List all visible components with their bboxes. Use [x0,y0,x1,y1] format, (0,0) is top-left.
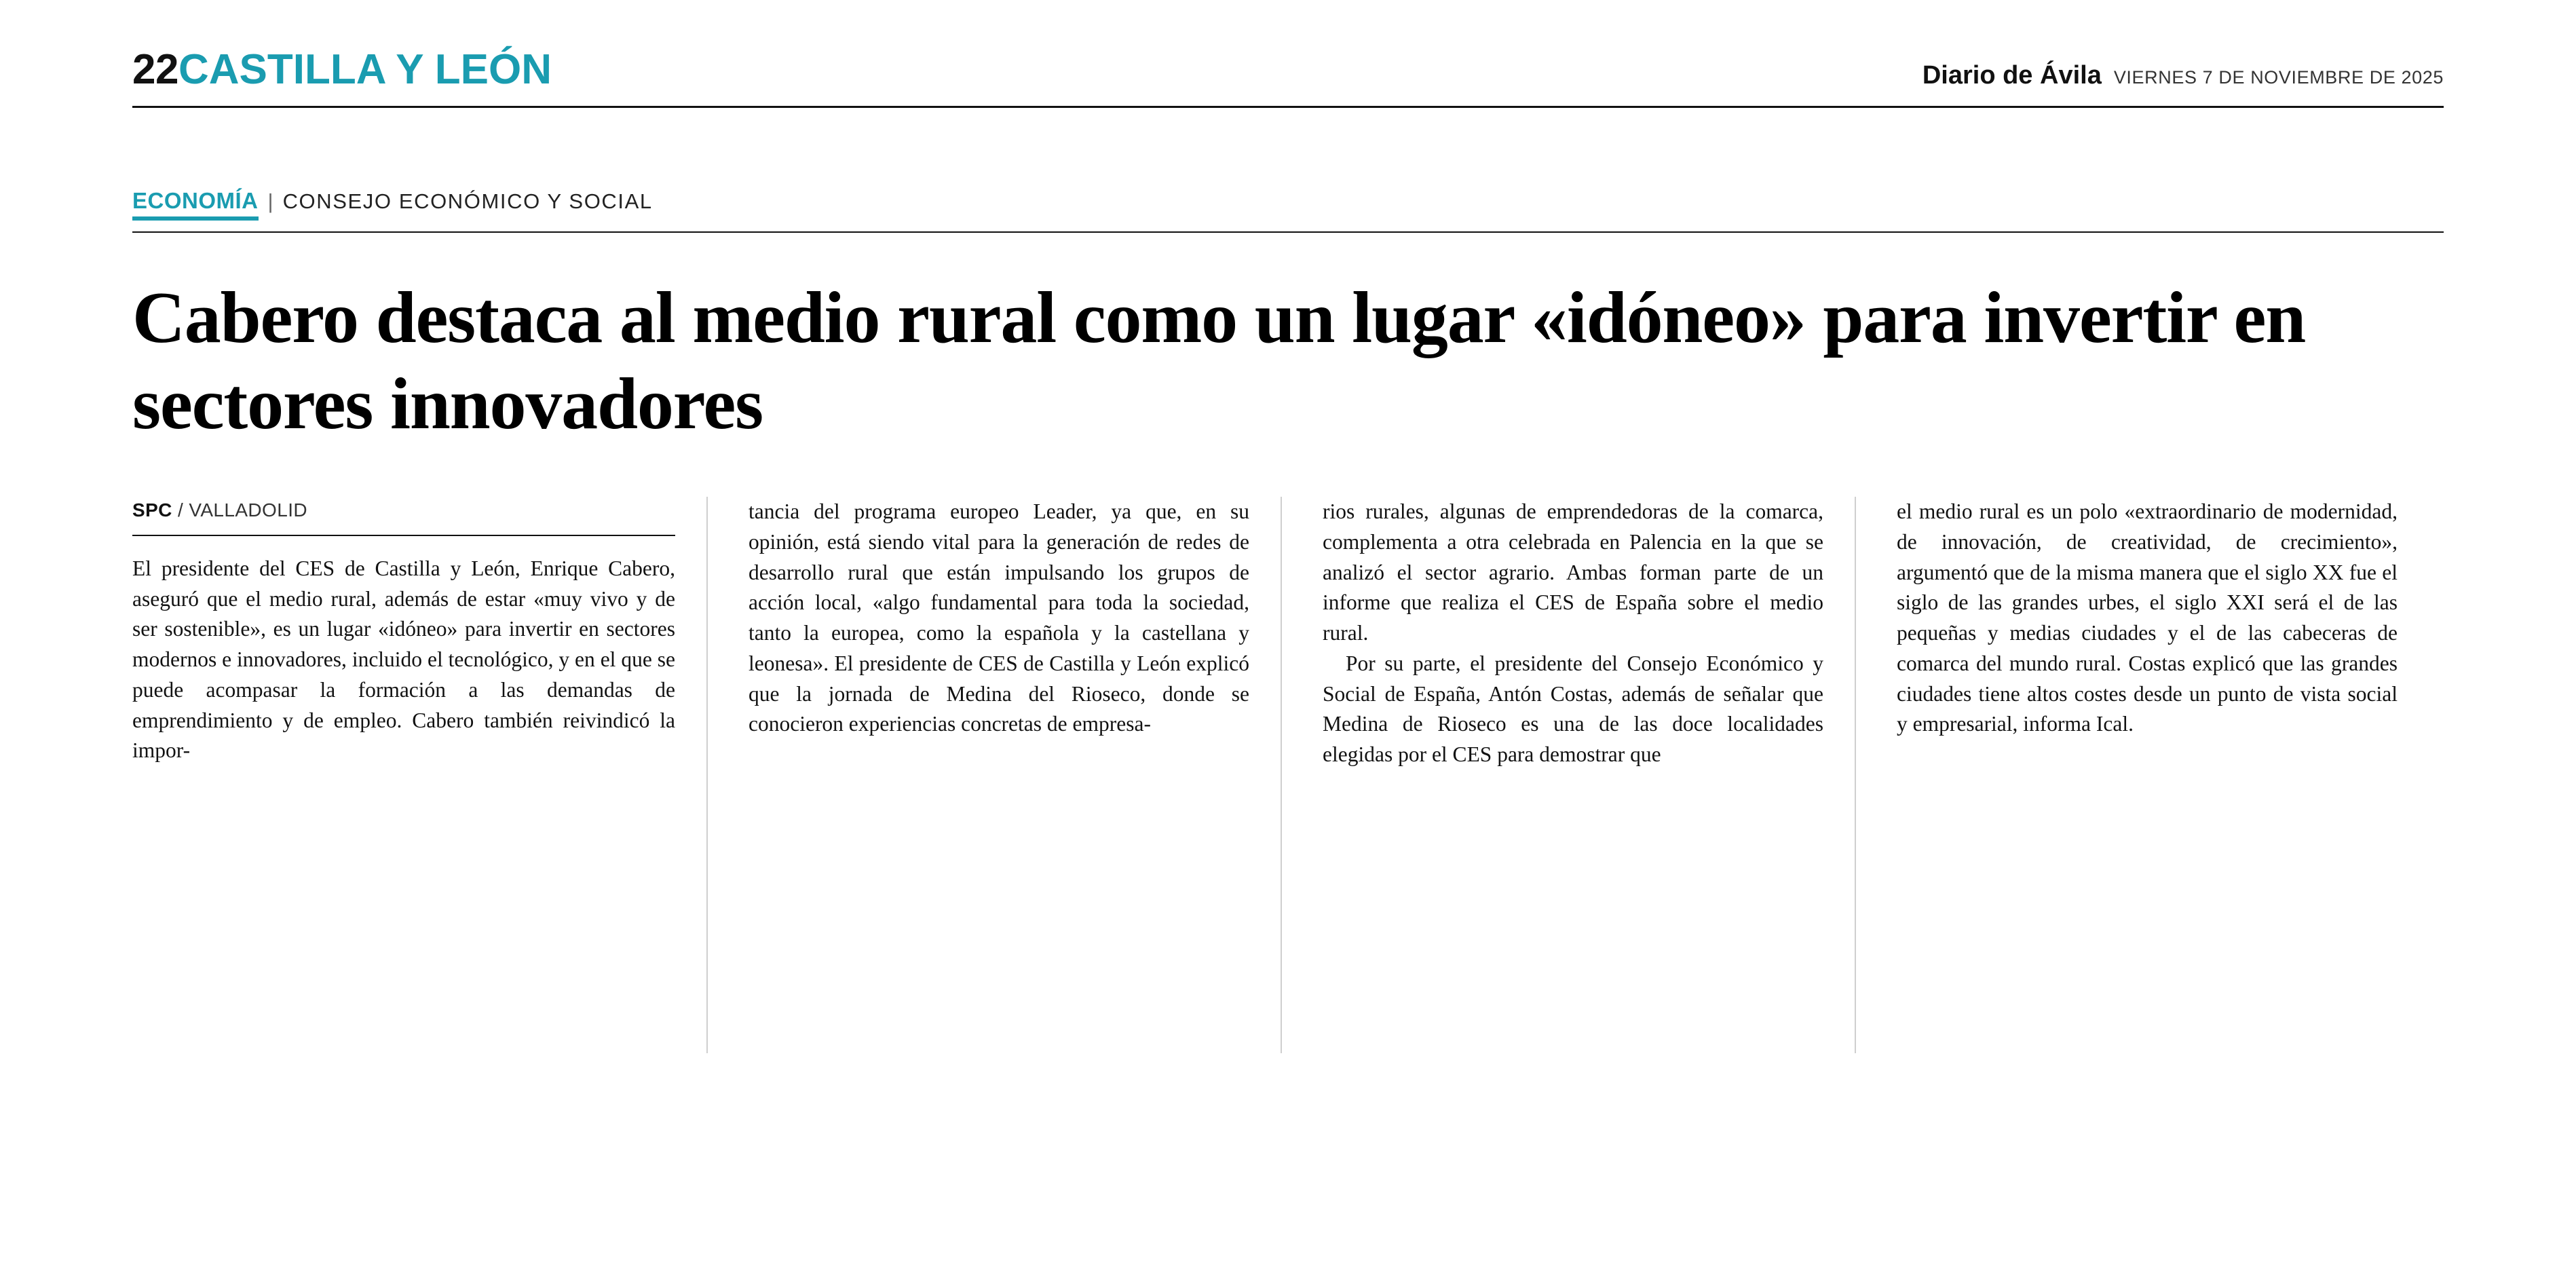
paragraph: el medio rural es un polo «extraordinario de modernidad, de innovación, de creatividad, de crecimiento», argumentó que de la misma manera que el siglo XX fue el siglo de las grandes urbes, el siglo XXI será el de las pequeñas y medias ciudades y el de las cabeceras de comarca del mundo rural. Costas explicó que las grandes ciudades tiene altos costes desde un punto de vista social y empresarial, informa Ical. [1897,499,2398,736]
byline-city: VALLADOLID [189,499,308,521]
kicker-subsection: CONSEJO ECONÓMICO Y SOCIAL [282,189,653,213]
article-column-1 [132,497,675,1053]
byline-separator: / [177,499,184,521]
page-number: 22 [132,46,178,93]
paragraph: El presidente del CES de Castilla y León, Enrique Cabero, aseguró que el medio rural, además de estar «muy vivo y de ser sostenible», es un lugar «idóneo» para invertir en sectores modernos e innovadores, incluido el tecnológico, y en el que se puede acompasar la formación a las demandas de emprendimiento y de empleo. Cabero también reivindicó la impor- [132,556,675,763]
section-name: CASTILLA Y LEÓN [178,46,552,93]
publication-date: VIERNES 7 DE NOVIEMBRE DE 2025 [2113,67,2444,88]
paper-name: Diario de Ávila [1922,61,2102,90]
article-column-4 [1855,497,2398,1053]
paragraph: rios rurales, algunas de emprendedoras de la comarca, complementa a otra celebrada en Palencia en la que se analizó el sector agrario. Ambas forman parte de un informe que realiza el CES de España sobre el medio rural. [1323,499,1823,645]
byline-agency: SPC [132,499,172,521]
article-body [132,497,2444,1053]
masthead [132,0,2444,91]
byline [132,497,675,524]
article-column-2 [706,497,1249,1053]
kicker-rule [132,231,2444,233]
article-column-3 [1281,497,1823,1053]
kicker-separator: | [267,189,273,213]
paragraph: tancia del programa europeo Leader, ya que, en su opinión, está siendo vital para la generación de redes de desarrollo rural que están impulsando los grupos de acción local, «algo fundamental para toda la sociedad, tanto la europea, como la española y la castellana y leonesa». El presidente de CES de Castilla y León explicó que la jornada de Medina del Rioseco, donde se conocieron experiencias concretas de empresa- [749,499,1249,736]
kicker [132,188,2444,221]
headline: Cabero destaca al medio rural como un lugar «idóneo» para invertir en sectores innovadores [132,278,2306,445]
paragraph: Por su parte, el presidente del Consejo Económico y Social de España, Antón Costas, además de señalar que Medina de Rioseco es una de las doce localidades elegidas por el CES para demostrar que [1323,651,1823,766]
kicker-section: ECONOMÍA [132,188,259,221]
masthead-right [1922,61,2444,90]
folio-block [132,46,552,93]
masthead-rule [132,106,2444,108]
byline-rule [132,535,675,536]
byline-block [132,497,675,536]
